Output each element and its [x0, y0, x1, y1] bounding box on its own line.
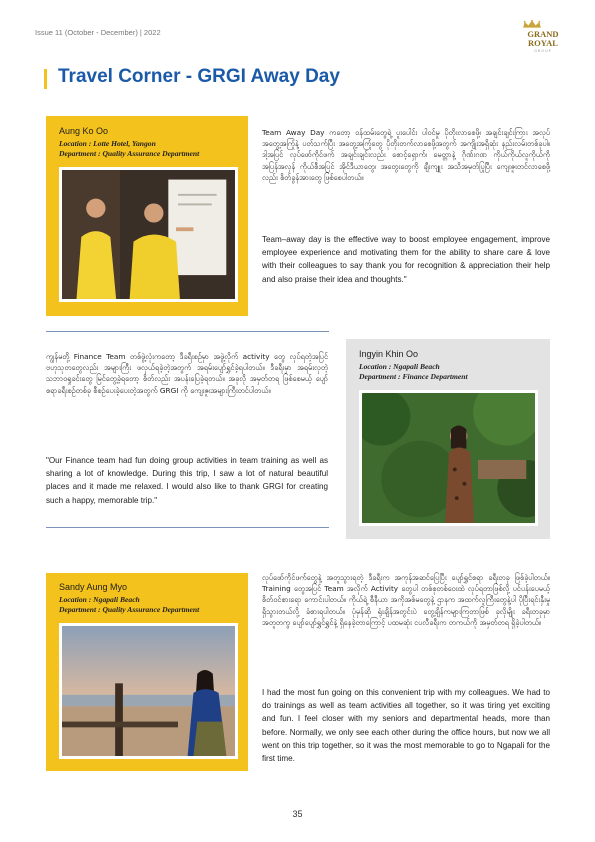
profile-department: Department : Quality Assurance Department [59, 605, 200, 614]
section-1-text-myanmar: Team Away Day ကတော့ ဝန်ထမ်းတွေရဲ့ ပူးပေါင်း ပါဝင်မှု ပိုတိုးလာစေဖို့၊ အချင်းချင်းကြား အလုပ်အတွေ့အကြုံနဲ့ ပတ်သက်ပြီး အတွေ့အကြုံတွေ ပိုတိုးတက်လာစေဖို့အတွက် အကျိုးအရှိဆုံး နည်းလမ်းတစ်ခုပါ။ ဒါ့အပြင် လုပ်ဖော်ကိုင်ဖက် အချင်းချင်းလည်း စောင့်ရှောက်၊ မေတ္တာနဲ့ ဂိုဏ်းဂဏ ကိုယ်ကိုယ်လူကိုယ်ကို အပြန်အလှန် ကိုယ်စီအပြင် အိုင်ဒီယာတွေ၊ အတွေးတွေကို ချီးကျူး အသိအမှတ်ပြုပြီး ကျေးဇူးတင်လာစေဖို့လည်း စိတ်ခွန်အားတွေ ဖြစ်စေပါတယ်။ [262, 128, 550, 182]
section-3-text-myanmar: လုပ်ဖော်ကိုင်ဖက်တွေနဲ့ အတူသွားရတဲ့ ဒီခရီးက အကုန်အဆင်ပြေပြီး ပျော်ရွှင်စရာ ခရီးတခု ဖြစ်ခဲ့ပါတယ်။ Training တွေအပြင် Team အလိုက် Activity တွေပါ တစ်စုတစ်ဝေးထဲ လုပ်ရတာဖြစ်လို့ ပင်ပန်းပေမယ့် စိတ်ဝင်စားရော ကောင်းပါတယ်။ ကိုယ်ရဲ့ စီနီယာ အကိုအစ်မတွေနဲ့ ဌာနက အထက်လူကြီးတွေနဲ့ပါ ပိုပြီးရင်းနှီးမှုရှိသွားတယ်လို့ ခံစားရပါတယ်။ ပုံမှန်ဆို ရုံးချိန်အတွင်းပဲ တွေ့ချိန်ကများကြတာဖြစ် ခုလိုမျိုး ခရီးတခုမှာ အတူတကွ ပျော်ပျော်ရွှင်ရွှင်နဲ့ ရှိနေခဲ့တာကြောင့် ပထမဆုံး ငပလီခရီးက တကယ်ကို အမှတ်တရ ရှိခဲ့ပါတယ်။ [262, 573, 550, 627]
beach-photo [59, 623, 238, 759]
garden-photo [359, 390, 538, 526]
section-2-text-english: "Our Finance team had fun doing group activities in team training as well as sharing a lot of knowledge. During this trip, I saw a lot of natural beautiful places and it made me relaxed. I would also like to thank GRGI for creating such a happy, memorable trip." [46, 456, 328, 505]
profile-card-ingyin-khin-oo [346, 339, 550, 539]
profile-name: Aung Ko Oo [59, 126, 109, 136]
profile-card-sandy-aung-myo [46, 573, 248, 771]
section-3-text-english: I had the most fun going on this convenient trip with my colleagues. We had to do trainings as well as team activities all together, so it was tiring yet exciting and fun. I feel closer with my seniors and departmental heads, more than before. Normally, we only see each other during the office hours, but now we all went on this trip together, so it was the most memorable to go to Ngapali for the first time. [262, 688, 550, 764]
divider [46, 331, 329, 332]
profile-name: Ingyin Khin Oo [359, 349, 419, 359]
grand-royal-logo [521, 18, 565, 53]
issue-label: Issue 11 (October - December) | 2022 [35, 28, 161, 37]
profile-name: Sandy Aung Myo [59, 582, 128, 592]
profile-card-aung-ko-oo [46, 116, 248, 316]
logo-text-grand: GRAND [527, 29, 559, 39]
profile-location: Location : Lotte Hotel, Yangon [59, 139, 156, 148]
page-title: Travel Corner - GRGI Away Day [58, 66, 340, 87]
training-photo [59, 167, 238, 302]
page-number: 35 [292, 809, 303, 819]
title-accent-bar [44, 69, 47, 89]
profile-department: Department : Finance Department [359, 372, 468, 381]
profile-location: Location : Ngapali Beach [359, 362, 440, 371]
section-1-text-english: Team–away day is the effective way to boost employee engagement, improve employee experience and motivating them for the ability to share care & love with their colleagues to say thank you for recognition & appreciation their help and also praise their idea and thoughts." [262, 235, 550, 284]
profile-location: Location : Ngapali Beach [59, 595, 140, 604]
divider [46, 527, 329, 528]
logo-text-royal: ROYAL [528, 38, 558, 48]
section-2-text-myanmar: ကျွန်မတို့ Finance Team တစ်ဖွဲ့လုံးကတော့ ဒီခရီးစဉ်မှာ အဖွဲ့လိုက် activity တွေ လုပ်ရတဲ့အပြင် ဗဟုသုတတွေလည်း အများကြီး ဖလှယ်ရခဲ့တဲ့အတွက် အရမ်းပျော်ရွှင်ခဲ့ရပါတယ်။ ဒီခရီးမှာ အရမ်းလှတဲ့ သဘာဝရှုခင်းတွေ မြင်တွေ့ခဲ့ရတော့ စိတ်လည်း အပန်းပြေခဲ့ရတယ်။ အခုလို အမှတ်တရ ဖြစ်စေမယ့် ပျော်စရာခရီးစဉ်တစ်ခု စီစဉ်ပေးခဲ့ပေးတဲ့အတွက် GRGI ကို ကျေးဇူးအများကြီးတင်ပါတယ်။ [46, 352, 328, 395]
profile-department: Department : Quality Assurance Department [59, 149, 200, 158]
logo-text-group: GROUP [534, 49, 552, 53]
